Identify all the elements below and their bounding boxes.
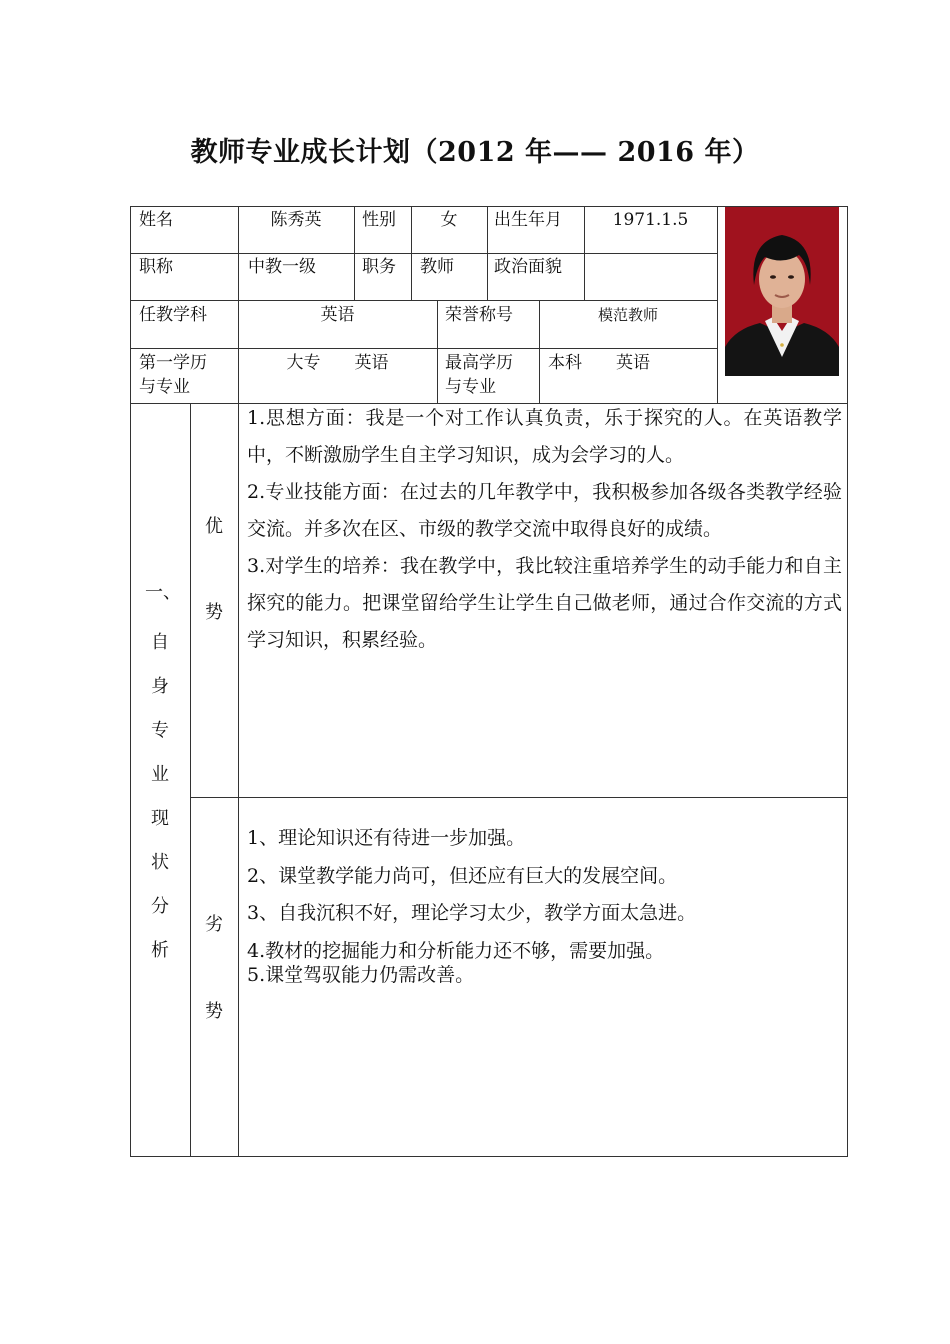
- weakness-item: 1、理论知识还有待进一步加强。: [247, 827, 526, 849]
- strengths-label-char: 势: [205, 602, 223, 623]
- section-label-char: 分: [151, 896, 169, 917]
- section-label-char: 专: [151, 720, 169, 741]
- strength-item: 1.思想方面：我是一个对工作认真负责，乐于探究的人。在英语教学中，不断激励学生自主学习知识，成为会学习的人。: [247, 407, 842, 466]
- row-divider: [130, 348, 718, 349]
- strengths-label-char: 优: [205, 516, 223, 537]
- title-label: 职称: [139, 257, 173, 277]
- section-col-divider: [238, 403, 239, 1157]
- portrait-photo: [725, 207, 839, 376]
- strengths-weaknesses-divider: [190, 797, 848, 798]
- col-divider: [437, 300, 438, 404]
- subject-value: 英语: [320, 305, 355, 325]
- section-label-char: 现: [151, 808, 169, 829]
- strength-item: 2.专业技能方面：在过去的几年教学中，我积极参加各级各类教学经验交流。并多次在区、市级的教学交流中取得良好的成绩。: [247, 481, 842, 540]
- name-label: 姓名: [139, 210, 173, 230]
- title-value: 中教一级: [248, 257, 316, 277]
- highest-edu-label-2: 与专业: [445, 377, 496, 397]
- honor-label: 荣誉称号: [445, 305, 513, 325]
- weakness-item: 4.教材的挖掘能力和分析能力还不够，需要加强。: [247, 940, 665, 962]
- section-label-char: 身: [151, 676, 169, 697]
- weakness-item: 3、自我沉积不好，理论学习太少，教学方面太急进。: [247, 902, 697, 924]
- section-label-char: 状: [151, 852, 169, 873]
- row-divider: [130, 300, 718, 301]
- weakness-item: 2、课堂教学能力尚可，但还应有巨大的发展空间。: [247, 865, 678, 887]
- subject-label: 任教学科: [139, 305, 207, 325]
- section-col-divider: [190, 403, 191, 1157]
- position-label: 职务: [362, 257, 396, 277]
- birth-value: 1971.1.5: [612, 210, 689, 230]
- first-edu-value: 大专 英语: [286, 353, 389, 373]
- weakness-item: 5.课堂驾驭能力仍需改善。: [247, 964, 475, 986]
- gender-value: 女: [440, 210, 458, 230]
- section-label-char: 业: [151, 764, 169, 785]
- section-label-char: 析: [151, 940, 169, 961]
- photo-cell-divider: [717, 206, 718, 404]
- section-label-char: 一、: [145, 582, 181, 603]
- highest-edu-value: 本科 英语: [548, 353, 650, 373]
- honor-value: 模范教师: [597, 306, 658, 324]
- document-title: 教师专业成长计划（2012 年—— 2016 年）: [190, 137, 760, 168]
- col-divider: [354, 206, 355, 301]
- political-label: 政治面貌: [494, 257, 562, 277]
- position-value: 教师: [420, 257, 454, 277]
- row-divider: [130, 253, 718, 254]
- strengths-content: [247, 400, 842, 659]
- strength-item: 3.对学生的培养：我在教学中，我比较注重培养学生的动手能力和自主探究的能力。把课堂留给学生让学生自己做老师，通过合作交流的方式学习知识，积累经验。: [247, 555, 842, 651]
- name-value: 陈秀英: [270, 210, 322, 230]
- highest-edu-label-1: 最高学历: [445, 353, 513, 373]
- gender-label: 性别: [362, 210, 396, 230]
- weaknesses-label-char: 势: [205, 1001, 223, 1022]
- first-edu-label-1: 第一学历: [139, 353, 207, 373]
- birth-label: 出生年月: [494, 210, 562, 230]
- section-label-char: 自: [151, 632, 169, 653]
- weaknesses-label-char: 劣: [205, 914, 223, 935]
- col-divider: [487, 206, 488, 301]
- first-edu-label-2: 与专业: [139, 377, 190, 397]
